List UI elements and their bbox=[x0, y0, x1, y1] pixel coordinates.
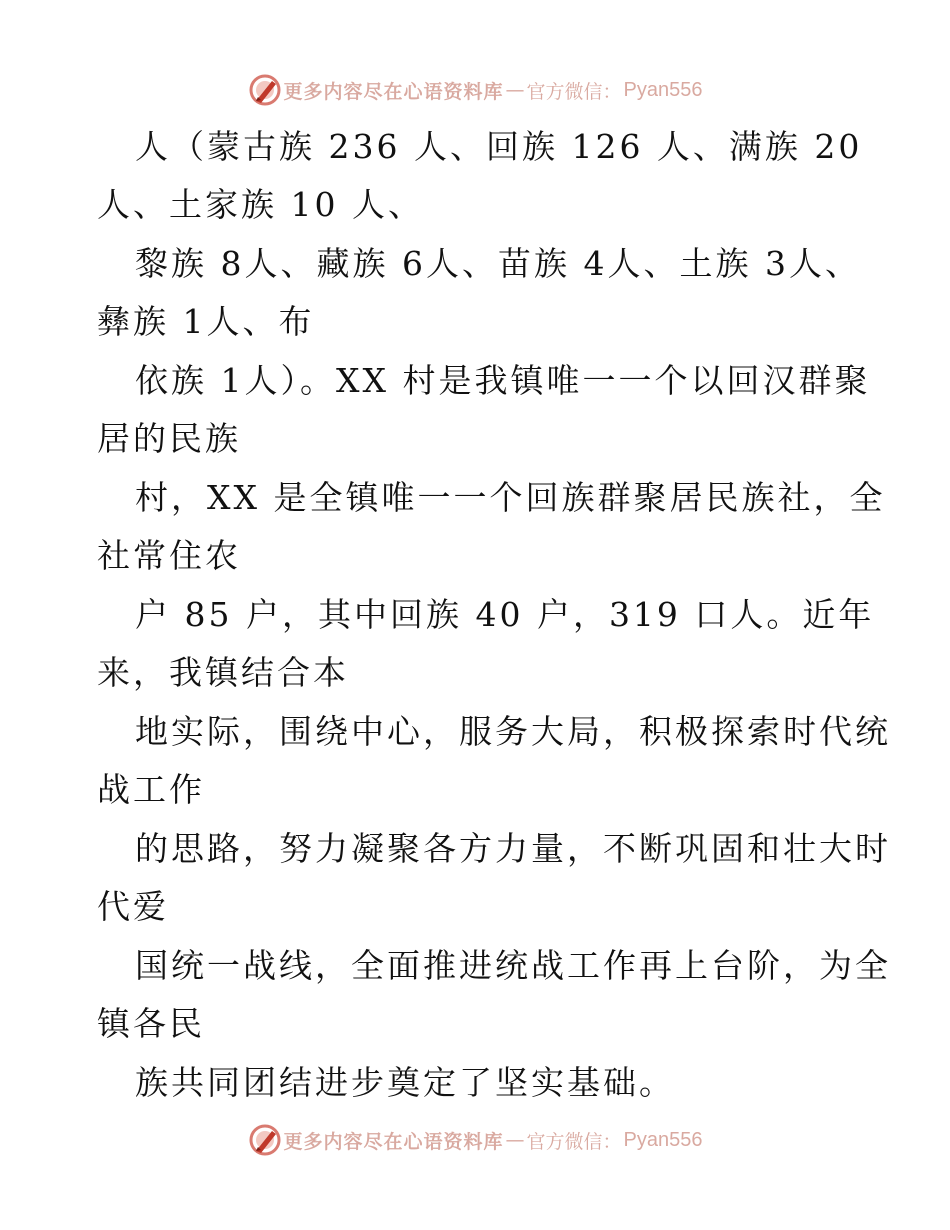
header-watermark bbox=[0, 70, 950, 110]
header-site-text: 更多内容尽在心语资料库 bbox=[283, 80, 504, 103]
header-separator: — bbox=[505, 79, 525, 101]
footer-watermark bbox=[0, 1120, 950, 1160]
body-line: 代爱 bbox=[97, 887, 169, 926]
body-line: 的思路，努力凝聚各方力量，不断巩固和壮大时 bbox=[135, 829, 891, 868]
body-line: 地实际，围绕中心，服务大局，积极探索时代统 bbox=[135, 712, 891, 751]
footer-contact-label: 官方微信： bbox=[526, 1130, 622, 1153]
body-line: 居的民族 bbox=[97, 419, 241, 458]
body-line: 黎族 8人、藏族 6人、苗族 4人、土族 3人、 bbox=[135, 244, 861, 283]
body-line: 依族 1人）。XX 村是我镇唯一一个以回汉群聚 bbox=[135, 361, 871, 400]
body-line: 族共同团结进步奠定了坚实基础。 bbox=[135, 1063, 675, 1102]
footer-handle: Pyan556 bbox=[623, 1128, 703, 1151]
body-line: 户 85 户，其中回族 40 户，319 口人。近年 bbox=[135, 595, 875, 634]
body-line: 来，我镇结合本 bbox=[97, 653, 349, 692]
footer-site-text: 更多内容尽在心语资料库 bbox=[283, 1130, 504, 1153]
header-handle: Pyan556 bbox=[623, 78, 703, 101]
body-line: 彝族 1人、布 bbox=[97, 302, 315, 341]
body-line: 人、土家族 10 人、 bbox=[97, 185, 424, 224]
body-line: 镇各民 bbox=[97, 1004, 205, 1043]
footer-separator: — bbox=[505, 1129, 525, 1151]
pen-logo-icon bbox=[248, 1123, 282, 1157]
body-line: 战工作 bbox=[97, 770, 205, 809]
body-line: 人（蒙古族 236 人、回族 126 人、满族 20 bbox=[135, 127, 863, 166]
header-contact-label: 官方微信： bbox=[526, 80, 622, 103]
body-line: 社常住农 bbox=[97, 536, 241, 575]
body-line: 村，XX 是全镇唯一一个回族群聚居民族社，全 bbox=[135, 478, 886, 517]
pen-logo-icon bbox=[248, 73, 282, 107]
body-line: 国统一战线，全面推进统战工作再上台阶，为全 bbox=[135, 946, 891, 985]
